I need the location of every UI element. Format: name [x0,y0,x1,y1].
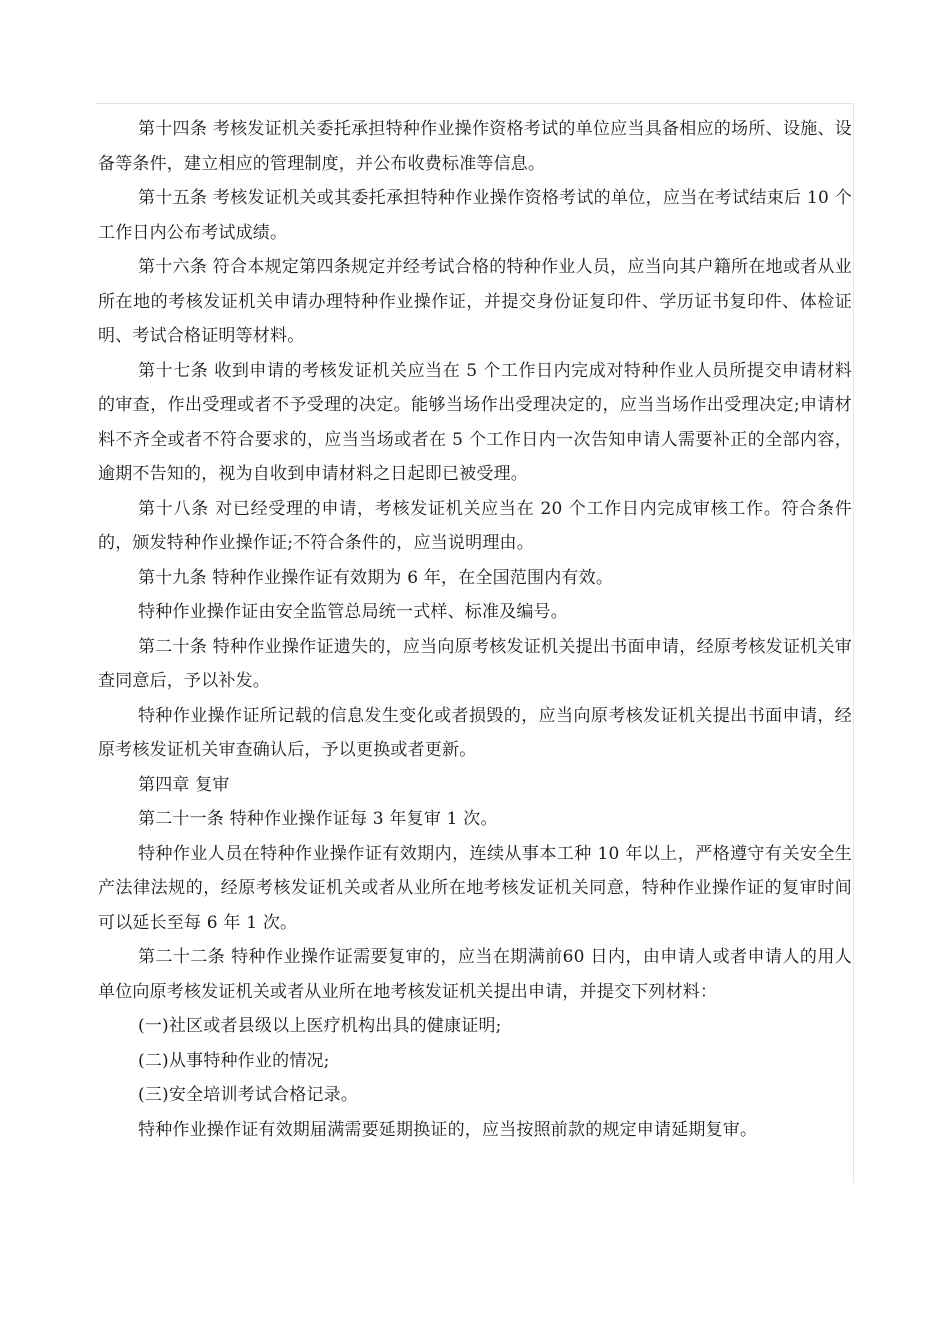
article-19-clause-2: 特种作业操作证由安全监管总局统一式样、标准及编号。 [138,602,568,622]
chapter-4-heading: 第四章 复审 [138,774,230,795]
article-20: 第二十条 特种作业操作证遗失的，应当向原考核发证机关提出书面申请，经原考核发证机关审查同意后，予以补发。 [98,636,852,691]
article-22-clause-2: 特种作业操作证有效期届满需要延期换证的，应当按照前款的规定申请延期复审。 [138,1119,758,1140]
article-21-clause-2: 特种作业人员在特种作业操作证有效期内，连续从事本工种 10 年以上，严格遵守有关安全生产法律法规的，经原考核发证机关或者从业所在地考核发证机关同意，特种作业操作证的复审时间可以延长至每 6 年 1 次。 [98,843,852,933]
article-16: 第十六条 符合本规定第四条规定并经考试合格的特种作业人员，应当向其户籍所在地或者从业所在地的考核发证机关申请办理特种作业操作证，并提交身份证复印件、学历证书复印件、体检证明、考试合格证明等材料。 [98,257,852,346]
article-15: 第十五条 考核发证机关或其委托承担特种作业操作资格考试的单位，应当在考试结束后 10 个工作日内公布考试成绩。 [98,188,852,243]
article-22-item-1: (一)社区或者县级以上医疗机构出具的健康证明; [138,1016,502,1036]
article-14: 第十四条 考核发证机关委托承担特种作业操作资格考试的单位应当具备相应的场所、设施、设备等条件，建立相应的管理制度，并公布收费标准等信息。 [98,119,852,174]
article-19: 第十九条 特种作业操作证有效期为 6 年，在全国范围内有效。 [138,567,614,588]
article-20-clause-2: 特种作业操作证所记载的信息发生变化或者损毁的，应当向原考核发证机关提出书面申请，经原考核发证机关审查确认后，予以更换或者更新。 [98,705,852,760]
article-18: 第十八条 对已经受理的申请，考核发证机关应当在 20 个工作日内完成审核工作。符合条件的，颁发特种作业操作证;不符合条件的，应当说明理由。 [98,498,852,553]
article-21: 第二十一条 特种作业操作证每 3 年复审 1 次。 [138,809,498,829]
article-17: 第十七条 收到申请的考核发证机关应当在 5 个工作日内完成对特种作业人员所提交申请材料的审查，作出受理或者不予受理的决定。能够当场作出受理决定的，应当当场作出受理决定;申请材料不齐全或者不符合要求的，应当当场或者在 5 个工作日内一次告知申请人需要补正的全部内容，逾期不告知的，视为自收到申请材料之日起即已被受理。 [98,360,852,484]
article-22: 第二十二条 特种作业操作证需要复审的，应当在期满前60 日内，由申请人或者申请人的用人单位向原考核发证机关或者从业所在地考核发证机关提出申请，并提交下列材料： [98,947,852,1002]
document-body [98,112,852,1147]
article-22-item-2: (二)从事特种作业的情况; [138,1050,330,1071]
article-22-item-3: (三)安全培训考试合格记录。 [138,1085,359,1105]
